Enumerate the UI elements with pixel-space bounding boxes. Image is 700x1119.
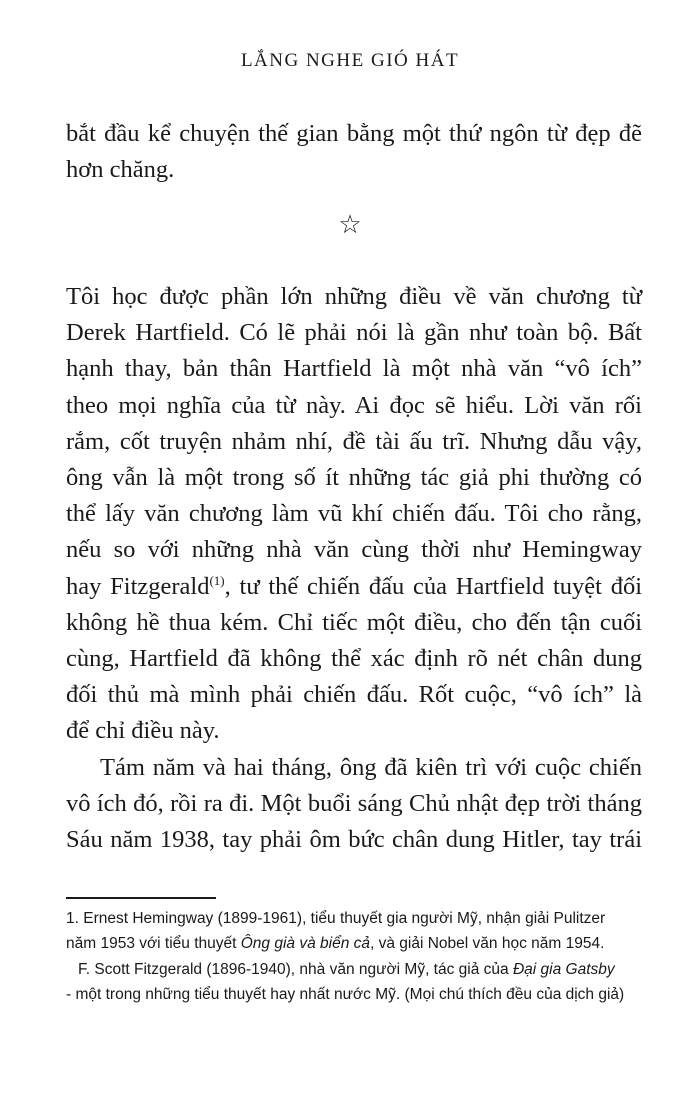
- text-line: không hề thua kém. Chỉ tiếc một điều, cho đến tận cuối: [66, 608, 642, 636]
- text-fragment: , tư thế chiến đấu của Hartfield tuyệt đối: [224, 572, 643, 600]
- text-line: hơn chăng.: [66, 156, 175, 184]
- footnote-divider: [66, 897, 216, 899]
- footnote-1: [66, 907, 646, 956]
- text-fragment: F. Scott Fitzgerald (1896-1940), nhà văn người Mỹ, tác giả của: [78, 961, 513, 978]
- book-title: Đại gia Gatsby: [512, 961, 615, 978]
- text-line: Tám năm và hai tháng, ông đã kiên trì với cuộc chiến: [100, 753, 642, 781]
- footnote-line: [66, 958, 646, 983]
- main-text: [66, 279, 642, 858]
- running-header: LẮNG NGHE GIÓ HÁT: [240, 50, 460, 71]
- text-line: Sáu năm 1938, tay phải ôm bức chân dung Hitler, tay trái: [66, 826, 642, 854]
- text-line: Derek Hartfield. Có lẽ phải nói là gần như toàn bộ. Bất: [66, 319, 642, 347]
- text-line: cùng, Hartfield đã không thể xác định rõ nét chân dung: [66, 645, 642, 673]
- footnote-2: [66, 958, 646, 1007]
- text-line: bắt đầu kể chuyện thế gian bằng một thứ ngôn từ đẹp đẽ: [66, 120, 642, 147]
- footnote-ref[interactable]: (1): [209, 572, 225, 588]
- continued-paragraph: [66, 116, 642, 188]
- text-fragment: hay Fitzgerald: [66, 572, 210, 600]
- text-line: ông vẫn là một trong số ít những tác giả phi thường có: [66, 464, 642, 492]
- text-line-with-footnote-ref: [66, 569, 642, 605]
- text-line: hạnh thay, bản thân Hartfield là một nhà văn “vô ích”: [66, 355, 642, 383]
- text-fragment: , và giải Nobel văn học năm 1954.: [370, 934, 605, 952]
- text-line: đối thủ mà mình phải chiến đấu. Rốt cuộc, “vô ích” là: [66, 681, 642, 709]
- footnote-line: 1. Ernest Hemingway (1899-1961), tiểu thuyết gia người Mỹ, nhận giải Pulitzer: [66, 910, 606, 927]
- text-line: thể lấy văn chương làm vũ khí chiến đấu. Tôi cho rằng,: [66, 500, 642, 528]
- text-line: vô ích đó, rồi ra đi. Một buổi sáng Chủ nhật đẹp trời tháng: [66, 789, 642, 817]
- star-outline-icon: ☆: [338, 210, 362, 240]
- text-line: Tôi học được phần lớn những điều về văn chương từ: [66, 283, 642, 310]
- text-line: rắm, cốt truyện nhảm nhí, đề tài ấu trĩ. Nhưng dẫu vậy,: [66, 427, 642, 455]
- footnote-line: [66, 932, 646, 957]
- text-line: nếu so với những nhà văn cùng thời như Hemingway: [66, 536, 642, 564]
- footnote-line: - một trong những tiểu thuyết hay nhất nước Mỹ. (Mọi chú thích đều của dịch giả): [66, 985, 625, 1003]
- text-fragment: năm 1953 với tiểu thuyết: [66, 934, 241, 952]
- footnotes: [66, 907, 646, 1007]
- text-line: theo mọi nghĩa của từ này. Ai đọc sẽ hiểu. Lời văn rối: [66, 391, 642, 419]
- text-line: để chỉ điều này.: [66, 717, 220, 745]
- book-title: Ông già và biển cả: [240, 934, 371, 952]
